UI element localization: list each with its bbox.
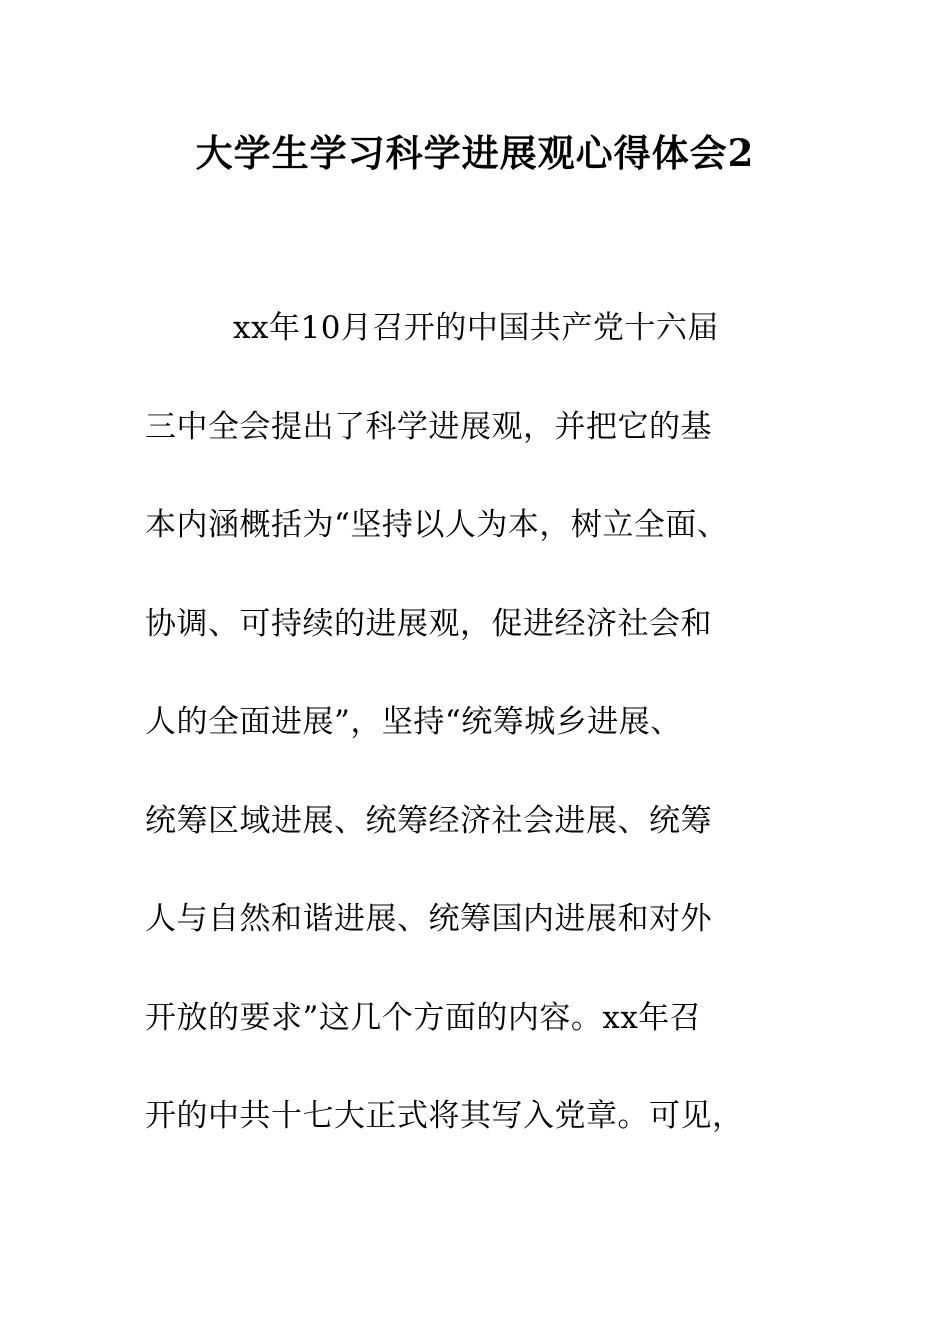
paragraph-line: 开放的要求”这几个方面的内容。xx年召 xyxy=(145,999,702,1036)
paragraph-line: xx年10月召开的中国共产党十六届 xyxy=(233,310,719,346)
paragraph-line: 开的中共十七大正式将其写入党章。可见， xyxy=(145,1098,744,1134)
document-title: 大学生学习科学进展观心得体会2 xyxy=(195,131,755,175)
paragraph-line: 三中全会提出了科学进展观，并把它的基 xyxy=(145,408,712,445)
body-paragraph xyxy=(145,300,825,1187)
paragraph-line: 人的全面进展”，坚持“统筹城乡进展、 xyxy=(145,704,682,740)
paragraph-line: 本内涵概括为“坚持以人为本，树立全面、 xyxy=(145,507,729,543)
paragraph-line: 统筹区域进展、统筹经济社会进展、统筹 xyxy=(145,802,712,839)
paragraph-line: 协调、可持续的进展观，促进经济社会和 xyxy=(145,605,712,642)
paragraph-line: 人与自然和谐进展、统筹国内进展和对外 xyxy=(145,901,712,937)
